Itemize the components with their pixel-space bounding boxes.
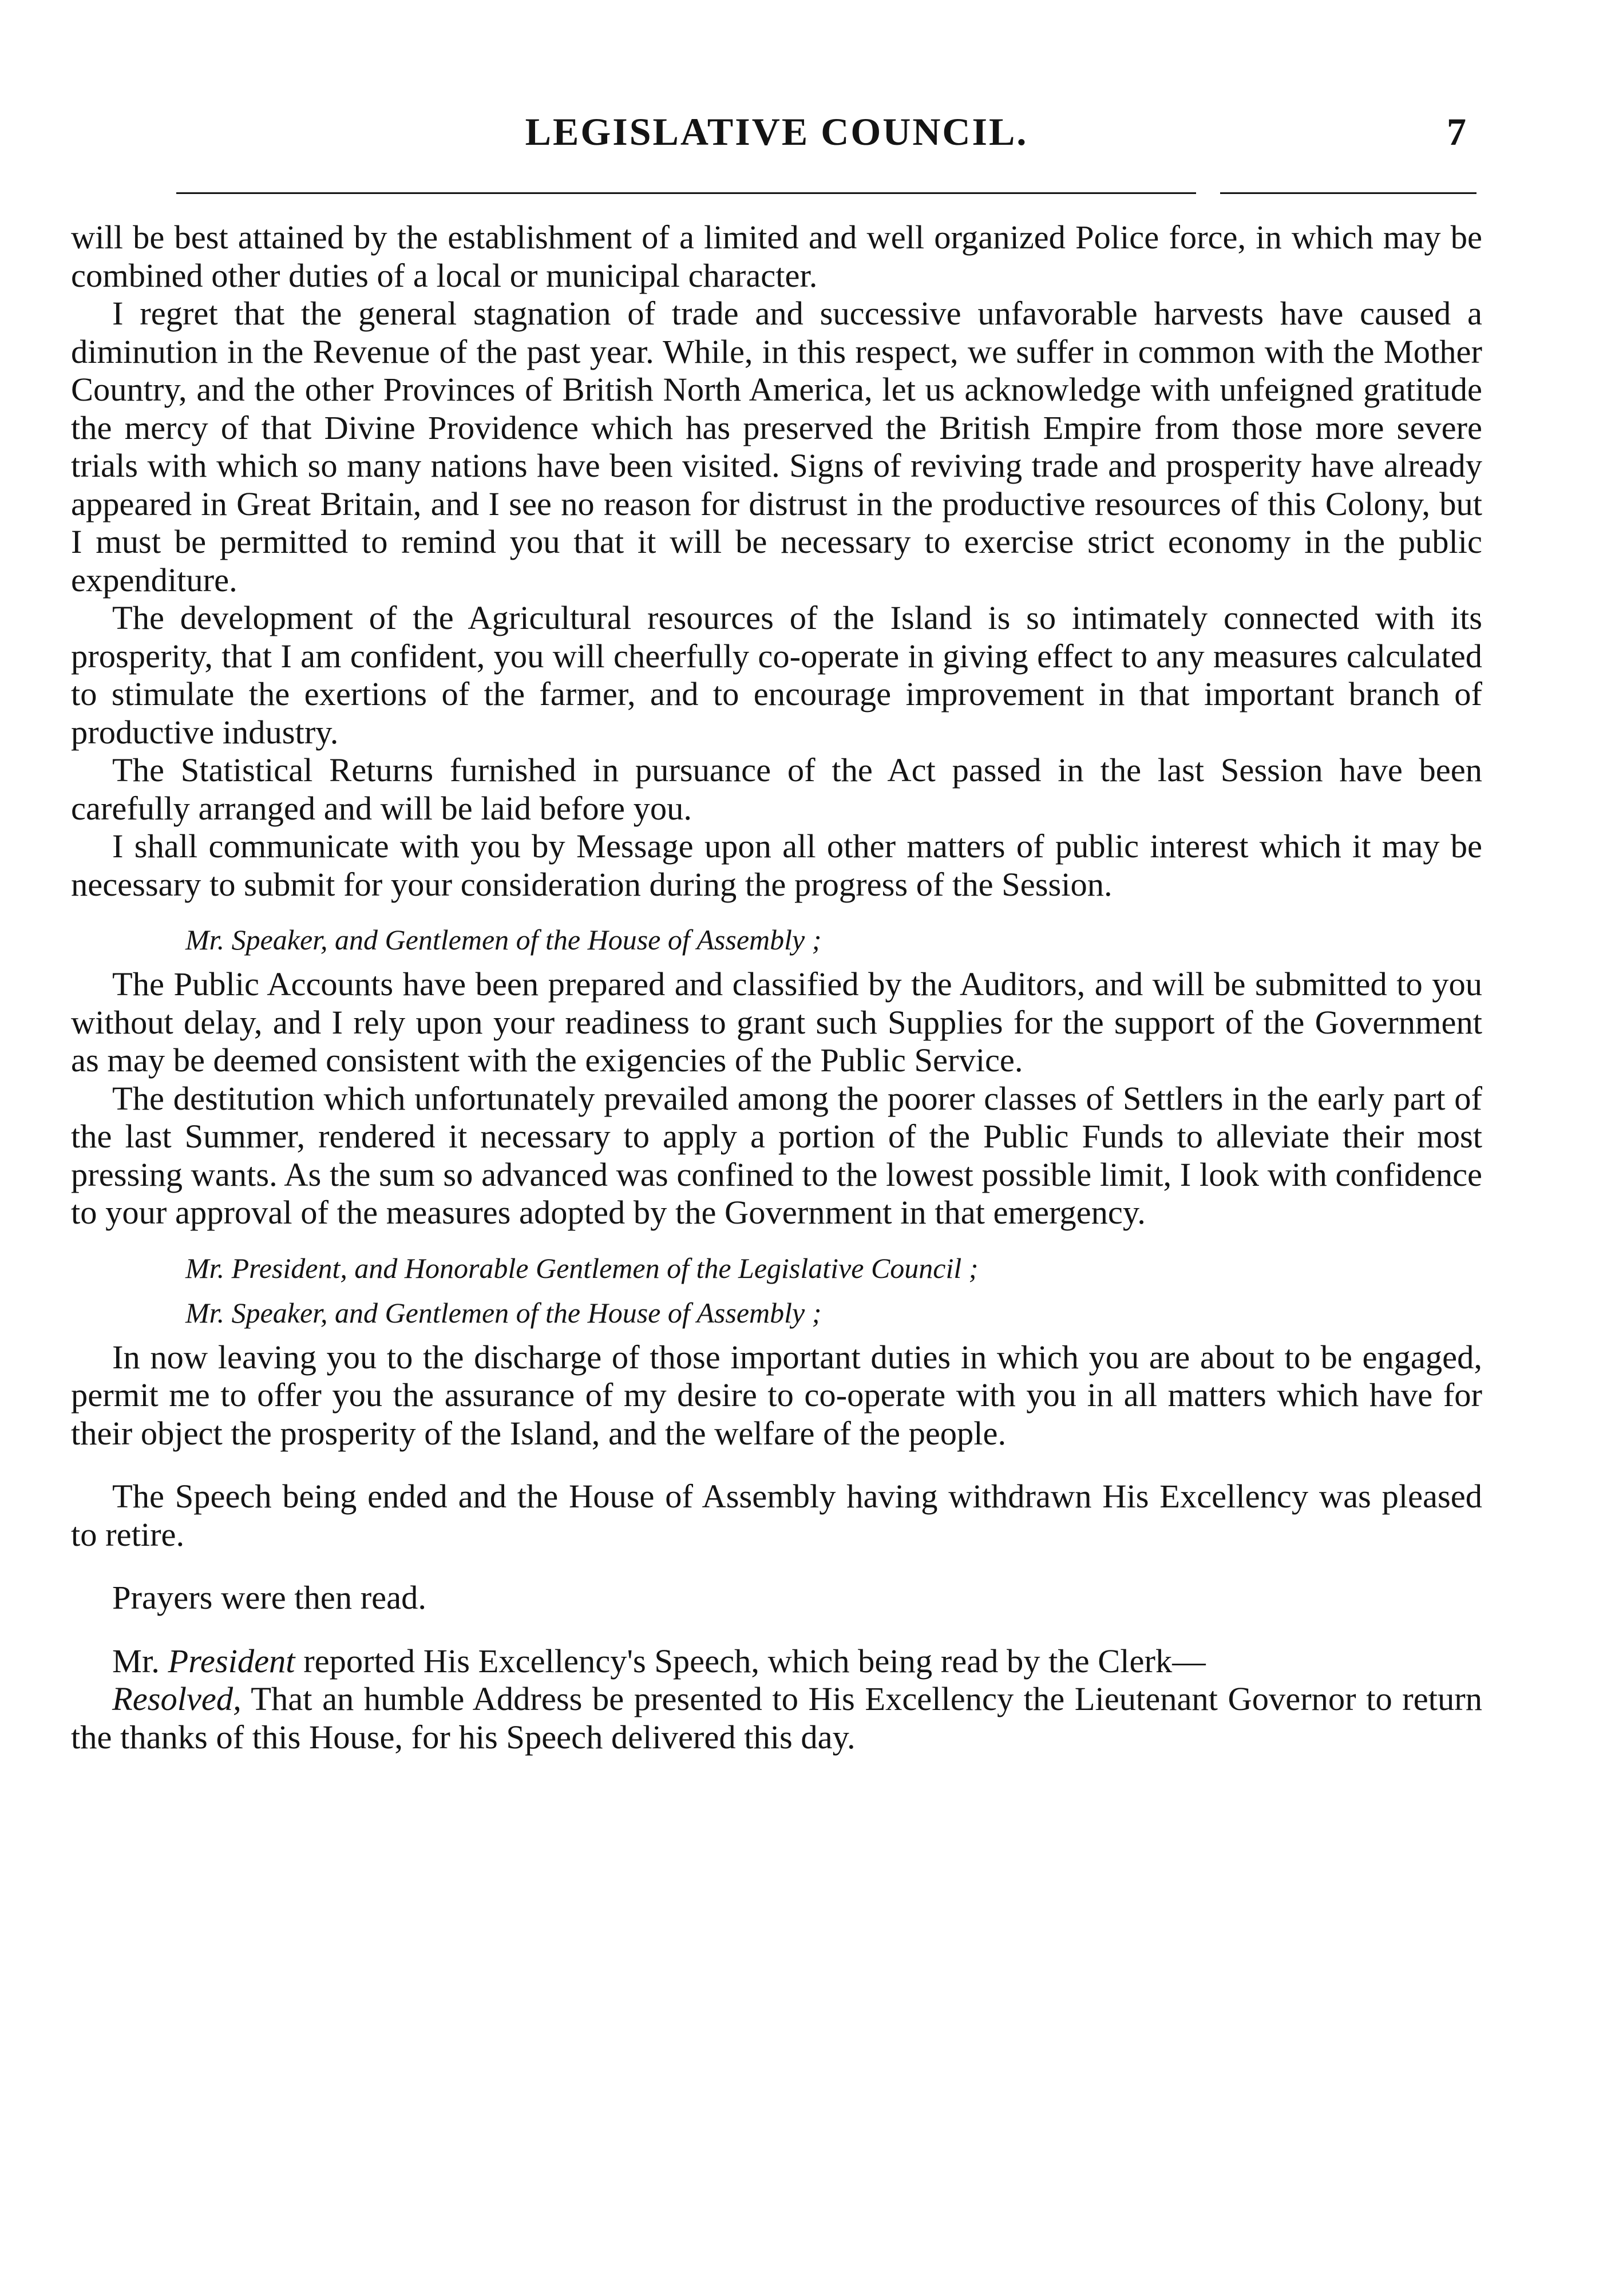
paragraph-public-accounts: The Public Accounts have been prepared and classified by the Auditors, and will be submitted to you without delay, and I rely upon your readiness to grant such Supplies for the support of the Government as may be deemed consistent with the exigencies of the Public Service. [71, 965, 1482, 1079]
paragraph-statistics: The Statistical Returns furnished in pursuance of the Act passed in the last Session have been carefully arranged and will be laid before you. [71, 751, 1482, 827]
page-header [71, 0, 1482, 166]
address-house-of-assembly: Mr. Speaker, and Gentlemen of the House of Assembly ; [185, 924, 822, 956]
paragraph-agriculture: The development of the Agricultural resources of the Island is so intimately connected with its prosperity, that I am confident, you will cheerfully co-operate in giving effect to any measures calculated to stimulate the exertions of the farmer, and to encourage improvement in that important branch of productive industry. [71, 599, 1482, 751]
paragraph-reported [71, 1642, 1482, 1681]
running-title: LEGISLATIVE COUNCIL. [525, 110, 1028, 153]
document-page [71, 0, 1482, 1756]
paragraph-police: will be best attained by the establishment of a limited and well organized Police force, in which may be combined other duties of a local or municipal character. [71, 219, 1482, 294]
header-rule-right [1220, 192, 1476, 194]
reported-president: President [168, 1642, 295, 1680]
reported-prefix: Mr. [112, 1642, 160, 1680]
paragraph-closing: In now leaving you to the discharge of those important duties in which you are about to be engaged, permit me to offer you the assurance of my desire to co-operate with you in all matters which have for their object the prosperity of the Island, and the welfare of the people. [71, 1338, 1482, 1452]
paragraph-destitution: The destitution which unfortunately prevailed among the poorer classes of Settlers in the early part of the last Summer, rendered it necessary to apply a portion of the Public Funds to alleviate their most pressing wants. As the sum so advanced was confined to the lowest possible limit, I look with confidence to your approval of the measures adopted by the Government in that emergency. [71, 1079, 1482, 1231]
address-legislative-council: Mr. President, and Honorable Gentlemen of the Legislative Council ; [185, 1252, 979, 1284]
page-number: 7 [1447, 110, 1466, 153]
paragraph-message: I shall communicate with you by Message upon all other matters of public interest which it may be necessary to submit for your consideration during the progress of the Session. [71, 828, 1482, 903]
resolved-word: Resolved, [112, 1680, 242, 1717]
body-text [71, 219, 1482, 1756]
resolved-rest: That an humble Address be presented to His Excellency the Lieutenant Governor to return the thanks of this House, for his Speech delivered this day. [71, 1680, 1482, 1756]
paragraph-revenue: I regret that the general stagnation of trade and successive unfavorable harvests have caused a diminution in the Revenue of the past year. While, in this respect, we suffer in common with the Mother Country, and the other Provinces of British North America, let us acknowledge with unfeigned gratitude the mercy of that Divine Providence which has preserved the British Empire from those more severe trials with which so many nations have been visited. Signs of reviving trade and prosperity have already appeared in Great Britain, and I see no reason for distrust in the productive resources of this Colony, but I must be permitted to remind you that it will be necessary to exercise strict economy in the public expenditure. [71, 295, 1482, 599]
address-house-of-assembly-2: Mr. Speaker, and Gentlemen of the House of Assembly ; [185, 1296, 822, 1329]
paragraph-resolved [71, 1680, 1482, 1756]
header-rule-left [176, 192, 1196, 194]
paragraph-prayers: Prayers were then read. [112, 1579, 426, 1616]
paragraph-speech-ended: The Speech being ended and the House of Assembly having withdrawn His Excellency was pleased to retire. [71, 1478, 1482, 1553]
reported-rest: reported His Excellency's Speech, which being read by the Clerk— [303, 1642, 1206, 1680]
